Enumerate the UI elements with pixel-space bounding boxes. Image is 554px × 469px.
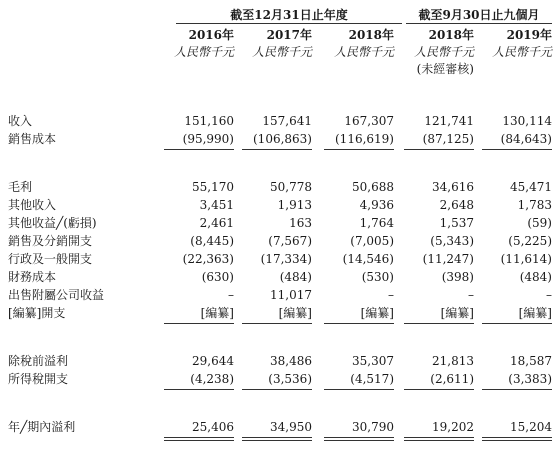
row-value: 50,688 — [352, 180, 394, 194]
row-value: (630) — [201, 270, 234, 284]
column-unit: 人民幣千元 — [491, 45, 552, 59]
row-value: (5,225) — [508, 234, 552, 248]
column-unit: 人民幣千元 — [413, 45, 474, 59]
row-value: (2,611) — [398, 370, 474, 388]
row-value: 2,648 — [439, 198, 474, 212]
row-label: [編纂]開支 — [8, 306, 66, 320]
row-label: 除稅前溢利 — [8, 354, 69, 368]
row-value: 55,170 — [192, 180, 234, 194]
row-value: – — [546, 288, 552, 302]
row-value: 151,160 — [184, 114, 234, 128]
column-header — [236, 27, 312, 61]
row-value: 50,778 — [270, 180, 312, 194]
row-value: [編纂] — [158, 304, 234, 322]
row-value: 2,461 — [199, 216, 234, 230]
table-row — [0, 370, 554, 388]
column-year: 2019年 — [506, 28, 552, 42]
row-value: (3,536) — [236, 370, 312, 388]
row-value: [編纂] — [476, 304, 552, 322]
table-row — [0, 196, 554, 214]
row-label: 財務成本 — [8, 270, 57, 284]
row-value: [編纂] — [318, 304, 394, 322]
column-note: (未經審核) — [416, 62, 474, 76]
row-label: 其他收益╱(虧損) — [8, 216, 97, 230]
row-value: (116,619) — [318, 130, 394, 148]
column-header — [318, 27, 394, 61]
column-year: 2018年 — [348, 28, 394, 42]
row-value: (84,643) — [476, 130, 552, 148]
column-header — [476, 27, 552, 61]
row-label: 所得稅開支 — [8, 372, 69, 386]
table-row — [0, 214, 554, 232]
table-row — [0, 268, 554, 286]
column-year: 2017年 — [266, 28, 312, 42]
row-value: [編纂] — [398, 304, 474, 322]
column-year: 2018年 — [428, 28, 474, 42]
row-label: 年╱期內溢利 — [8, 420, 76, 434]
row-value: (11,247) — [422, 252, 474, 266]
row-value: 30,790 — [318, 418, 394, 436]
row-value: 1,783 — [517, 198, 552, 212]
row-value: (3,383) — [476, 370, 552, 388]
row-value: (7,567) — [268, 234, 312, 248]
column-unit: 人民幣千元 — [333, 45, 394, 59]
row-value: 1,764 — [359, 216, 394, 230]
row-value: 3,451 — [199, 198, 234, 212]
row-value: 18,587 — [510, 354, 552, 368]
row-value: 1,913 — [277, 198, 312, 212]
row-value: (87,125) — [398, 130, 474, 148]
row-value: – — [388, 288, 394, 302]
row-value: 45,471 — [510, 180, 552, 194]
row-value: 4,936 — [359, 198, 394, 212]
row-value: (59) — [527, 216, 552, 230]
row-label: 其他收入 — [8, 198, 57, 212]
row-value: (22,363) — [182, 252, 234, 266]
row-label: 出售附屬公司收益 — [8, 288, 105, 302]
row-value: (7,005) — [350, 234, 394, 248]
row-value: 167,307 — [344, 114, 394, 128]
nine-month-period-label: 截至9月30日止九個月 — [418, 8, 540, 22]
row-value: 11,017 — [270, 288, 312, 302]
column-header — [158, 27, 234, 61]
row-value: 15,204 — [476, 418, 552, 436]
table-row — [0, 418, 554, 436]
row-value: – — [468, 288, 474, 302]
row-label: 銷售成本 — [8, 132, 57, 146]
row-value: (4,238) — [158, 370, 234, 388]
row-value: 130,114 — [502, 114, 552, 128]
row-value: 19,202 — [398, 418, 474, 436]
row-value: (106,863) — [236, 130, 312, 148]
table-row — [0, 304, 554, 322]
table-row — [0, 112, 554, 130]
row-value: 34,616 — [432, 180, 474, 194]
row-value: [編纂] — [236, 304, 312, 322]
row-value: (8,445) — [190, 234, 234, 248]
row-value: (484) — [279, 270, 312, 284]
column-unit: 人民幣千元 — [251, 45, 312, 59]
table-row — [0, 250, 554, 268]
row-value: 121,741 — [424, 114, 474, 128]
row-value: (17,334) — [260, 252, 312, 266]
row-value: (14,546) — [342, 252, 394, 266]
row-value: 34,950 — [236, 418, 312, 436]
row-label: 銷售及分銷開支 — [8, 234, 93, 248]
row-value: 25,406 — [158, 418, 234, 436]
annual-period-header — [176, 6, 402, 23]
table-row — [0, 130, 554, 148]
table-row — [0, 232, 554, 250]
annual-period-label: 截至12月31日止年度 — [230, 8, 348, 22]
row-label: 毛利 — [8, 180, 33, 194]
row-value: 29,644 — [192, 354, 234, 368]
row-value: (484) — [519, 270, 552, 284]
row-value: (95,990) — [158, 130, 234, 148]
row-value: 35,307 — [352, 354, 394, 368]
row-value: (11,614) — [500, 252, 552, 266]
row-value: 1,537 — [439, 216, 474, 230]
nine-month-period-header — [406, 6, 552, 23]
row-value: 163 — [289, 216, 312, 230]
row-value: 157,641 — [262, 114, 312, 128]
row-label: 行政及一般開支 — [8, 252, 93, 266]
table-row — [0, 352, 554, 370]
row-value: (5,343) — [430, 234, 474, 248]
row-value: (530) — [361, 270, 394, 284]
row-value: 21,813 — [432, 354, 474, 368]
column-header — [398, 27, 474, 78]
table-row — [0, 178, 554, 196]
row-value: 38,486 — [270, 354, 312, 368]
column-year: 2016年 — [188, 28, 234, 42]
row-label: 收入 — [8, 114, 33, 128]
column-unit: 人民幣千元 — [173, 45, 234, 59]
row-value: (4,517) — [318, 370, 394, 388]
table-row — [0, 286, 554, 304]
row-value: (398) — [441, 270, 474, 284]
row-value: – — [228, 288, 234, 302]
